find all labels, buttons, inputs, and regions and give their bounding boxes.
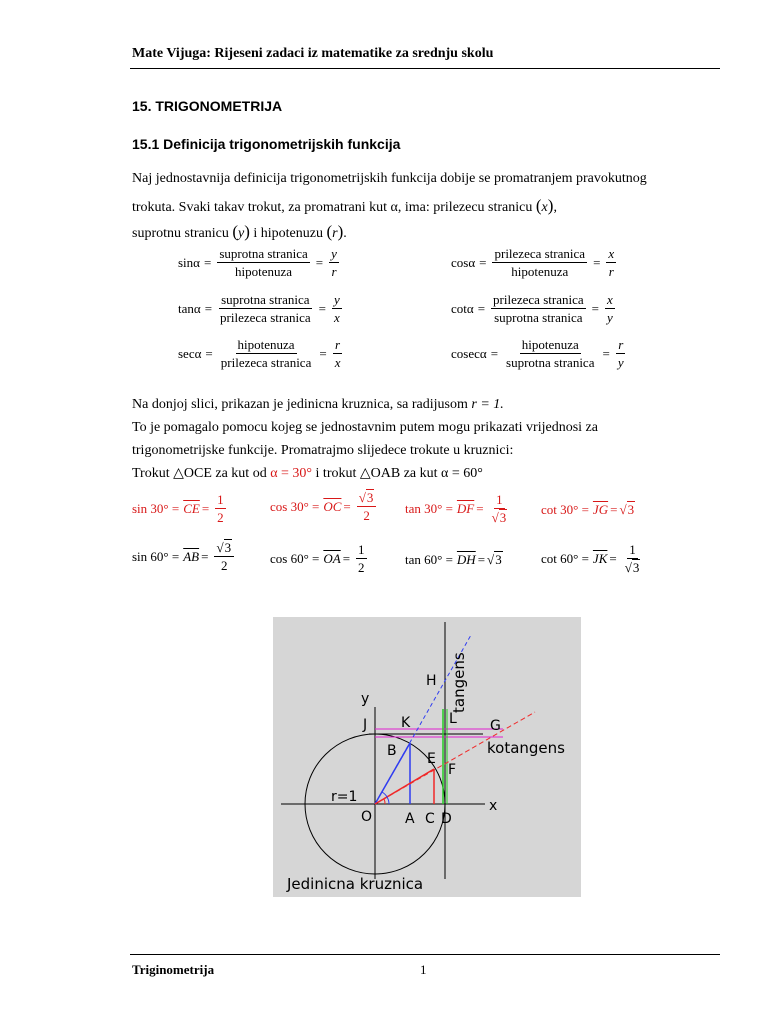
footer-title: Triginometrija — [132, 962, 215, 977]
unit-circle-line-1: Na donjoj slici, prikazan je jedinicna kruznica, sa radijusom r = 1. — [132, 397, 504, 412]
document-header: Mate Vijuga: Rijeseni zadaci iz matematike za srednju skolu — [132, 46, 494, 61]
sin30-value: sin 30° = $\overline{CE}$ = $\frac{1}{2}$ — [132, 492, 224, 525]
intro-line-1: Naj jednostavnija definicija trigonometrijskih funkcija dobije se promatranjem pravokutnog — [132, 171, 647, 186]
label-A: A — [405, 811, 415, 827]
label-tangens: tangens — [450, 652, 468, 713]
tan30-value: tan 30° = $\overline{DF}$ = $\frac{1}{√3}$ — [405, 492, 507, 525]
label-x: x — [489, 798, 498, 814]
intro-line-3: suprotnu stranicu (y) i hipotenuzu (r). — [132, 222, 347, 241]
label-D: D — [441, 811, 452, 827]
unit-circle-line-2: To je pomagalo pomocu kojeg se jednostavnim putem mogu prikazati vrijednosi za — [132, 420, 598, 435]
unit-circle-line-3: trigonometrijske funkcije. Promatrajmo slijedece trokute u kruznici: — [132, 443, 514, 458]
cosec-definition: cosecα = $\frac{\text{hipotenuza}}{\text{suprotna stranica}}$ = $\frac{r}{y}$ — [451, 337, 624, 370]
chapter-title: 15. TRIGONOMETRIJA — [132, 98, 283, 114]
label-J: J — [363, 717, 368, 733]
cot60-value: cot 60° = $\overline{JK}$ = $\frac{1}{√3}$ — [541, 542, 640, 575]
cos60-value: cos 60° = $\overline{OA}$ = $\frac{1}{2}$ — [270, 542, 365, 575]
footer-rule — [130, 954, 720, 955]
label-H: H — [426, 673, 437, 689]
tan60-value: tan 60° = $\overline{DH}$ = √3 — [405, 552, 502, 567]
label-F: F — [448, 762, 457, 778]
label-y: y — [361, 691, 370, 707]
page-number: 1 — [420, 962, 427, 977]
label-radius: r=1 — [331, 789, 358, 805]
intro-line-2: trokuta. Svaki takav trokut, za promatrani kut α, ima: prilezecu stranicu (x), — [132, 196, 557, 215]
cos30-value: cos 30° = $\overline{OC}$ = $\frac{√3}{2}$ — [270, 490, 380, 523]
header-rule — [130, 68, 720, 69]
sec-definition: secα = $\frac{\text{hipotenuza}}{\text{prilezeca stranica}}$ = $\frac{r}{x}$ — [178, 337, 341, 370]
label-E: E — [427, 751, 436, 767]
sin-definition: sinα = $\frac{\text{suprotna stranica}}{\text{hipotenuza}}$ = $\frac{y}{r}$ — [178, 246, 337, 279]
figure-caption: Jedinicna kruznica — [287, 875, 424, 893]
sin60-value: sin 60° = $\overline{AB}$ = $\frac{√3}{2}$ — [132, 540, 238, 573]
cot-definition: cotα = $\frac{\text{prilezeca stranica}}{\text{suprotna stranica}}$ = $\frac{x}{y}$ — [451, 292, 613, 325]
label-K: K — [401, 715, 411, 731]
tan-definition: tanα = $\frac{\text{suprotna stranica}}{\text{prilezeca stranica}}$ = $\frac{y}{x}$ — [178, 292, 340, 325]
label-kotangens: kotangens — [487, 739, 565, 757]
section-title: 15.1 Definicija trigonometrijskih funkcija — [132, 136, 401, 152]
cos-definition: cosα = $\frac{\text{prilezeca stranica}}{\text{hipotenuza}}$ = $\frac{x}{r}$ — [451, 246, 615, 279]
unit-circle-line-4: Trokut △OCE za kut od α = 30° i trokut △OAB za kut α = 60° — [132, 466, 483, 481]
unit-circle-figure — [273, 617, 581, 897]
label-L: L — [449, 711, 457, 727]
label-B: B — [387, 743, 397, 759]
label-C: C — [425, 811, 435, 827]
label-G: G — [490, 718, 501, 734]
cot30-value: cot 30° = $\overline{JG}$ = √3 — [541, 502, 635, 517]
label-O: O — [361, 809, 373, 825]
